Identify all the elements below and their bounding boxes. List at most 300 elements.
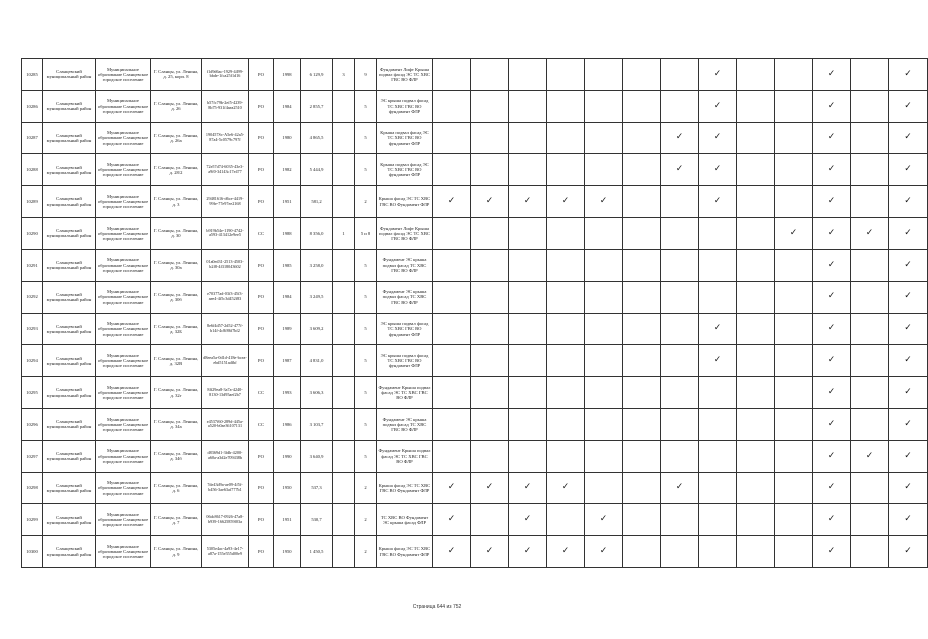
- checkmark-icon: ✓: [827, 386, 836, 397]
- checkmark-icon: ✓: [904, 259, 912, 270]
- cell-year: 1990: [274, 440, 301, 472]
- cell-address: Г. Сланцы, ул. Ленина, д. 28/2: [151, 154, 202, 186]
- checkmark-cell: [585, 504, 623, 536]
- checkmark-cell: [699, 218, 737, 250]
- cell-year: 1985: [274, 249, 301, 281]
- checkmark-cell: [851, 186, 889, 218]
- checkmark-cell: [433, 536, 471, 568]
- checkmark-cell: [623, 281, 661, 313]
- cell-works: Фундамент ЭС крыша подвал фасад ТС ХВС ГВС ВО ФЛР: [377, 281, 433, 313]
- checkmark-cell: [775, 218, 813, 250]
- table-body: [22, 59, 928, 568]
- cell-id: 10291: [22, 249, 43, 281]
- checkmark-cell: [699, 154, 737, 186]
- table-row: [22, 249, 928, 281]
- cell-floors: 5 и 8: [355, 218, 377, 250]
- checkmark-cell: [775, 536, 813, 568]
- checkmark-cell: [471, 408, 509, 440]
- cell-id: 10294: [22, 345, 43, 377]
- checkmark-icon: ✓: [561, 482, 570, 493]
- checkmark-icon: ✓: [675, 482, 684, 493]
- cell-id: 10285: [22, 59, 43, 91]
- cell-floors: 5: [355, 281, 377, 313]
- cell-municipality: Муниципальное образование Сланцевское городское поселение: [96, 218, 151, 250]
- checkmark-cell: [433, 218, 471, 250]
- checkmark-cell: [737, 59, 775, 91]
- cell-district: Сланцевский муниципальный район: [43, 504, 96, 536]
- cell-address: Г. Сланцы, ул. Ленина, д. 34а: [151, 408, 202, 440]
- checkmark-cell: [547, 440, 585, 472]
- cell-area: 4 865,5: [301, 122, 333, 154]
- cell-type: СС: [249, 408, 274, 440]
- checkmark-cell: [737, 154, 775, 186]
- cell-type: РО: [249, 59, 274, 91]
- checkmark-icon: ✓: [904, 514, 912, 525]
- checkmark-cell: [471, 472, 509, 504]
- checkmark-cell: [661, 186, 699, 218]
- cell-municipality: Муниципальное образование Сланцевское городское поселение: [96, 122, 151, 154]
- checkmark-cell: [699, 281, 737, 313]
- checkmark-cell: [509, 345, 547, 377]
- checkmark-cell: [471, 218, 509, 250]
- checkmark-icon: ✓: [904, 323, 912, 334]
- cell-district: Сланцевский муниципальный район: [43, 345, 96, 377]
- cell-works: ЭС крыша подвал фасад ТС ХВС ГВС ВО фундамент ФЛР: [377, 313, 433, 345]
- checkmark-cell: [813, 218, 851, 250]
- checkmark-cell: [585, 122, 623, 154]
- checkmark-cell: [775, 472, 813, 504]
- checkmark-cell: [585, 59, 623, 91]
- checkmark-cell: [661, 90, 699, 122]
- checkmark-cell: [775, 59, 813, 91]
- checkmark-icon: ✓: [447, 196, 456, 207]
- checkmark-cell: [509, 440, 547, 472]
- checkmark-icon: ✓: [599, 514, 608, 525]
- cell-floors: 5: [355, 90, 377, 122]
- cell-district: Сланцевский муниципальный район: [43, 536, 96, 568]
- cell-uid: 8ff29ea8-3a7a-4240-8130-13d95aef2b7: [202, 377, 249, 409]
- table-row: [22, 122, 928, 154]
- cell-uid: e70377ad-03f3-45f3-aee4-4f5c3d452f83: [202, 281, 249, 313]
- cell-uid: 01a0ed31-2513-4503-b2f8-4f318043602: [202, 249, 249, 281]
- cell-district: Сланцевский муниципальный район: [43, 313, 96, 345]
- cell-address: Г. Сланцы, ул. Ленина, д. 30: [151, 218, 202, 250]
- cell-year: 1989: [274, 313, 301, 345]
- checkmark-icon: ✓: [865, 450, 874, 461]
- checkmark-cell: [851, 218, 889, 250]
- checkmark-cell: [737, 281, 775, 313]
- cell-id: 10299: [22, 504, 43, 536]
- page-number: Страница 644 из 752: [412, 604, 462, 610]
- checkmark-cell: [889, 59, 928, 91]
- checkmark-cell: [813, 186, 851, 218]
- cell-uid: d8eea5a-0d1d-418e-bcea-ebd5151adfbf: [202, 345, 249, 377]
- table-row: [22, 154, 928, 186]
- checkmark-cell: [661, 218, 699, 250]
- cell-address: Г. Сланцы, ул. Ленина, д. 9: [151, 536, 202, 568]
- checkmark-cell: [509, 313, 547, 345]
- checkmark-cell: [623, 313, 661, 345]
- checkmark-cell: [471, 249, 509, 281]
- cell-works: Фундамент Крыша подвал фасад ЭС ТС ХВС ГВС ВО ФЛР: [377, 440, 433, 472]
- checkmark-icon: ✓: [561, 196, 570, 207]
- cell-uid: 72e57d74-6035-43e3-a9f0-34143c17e477: [202, 154, 249, 186]
- checkmark-icon: ✓: [904, 227, 912, 238]
- table-row: [22, 504, 928, 536]
- cell-type: РО: [249, 186, 274, 218]
- checkmark-cell: [813, 408, 851, 440]
- cell-district: Сланцевский муниципальный район: [43, 377, 96, 409]
- checkmark-cell: [585, 313, 623, 345]
- cell-works: Фундамент Крыша подвал фасад ЭС ТС ХВС ГВС ВО ФЛР: [377, 377, 433, 409]
- checkmark-cell: [547, 472, 585, 504]
- checkmark-icon: ✓: [485, 545, 494, 556]
- cell-id: 10286: [22, 90, 43, 122]
- checkmark-cell: [433, 345, 471, 377]
- cell-district: Сланцевский муниципальный район: [43, 218, 96, 250]
- checkmark-icon: ✓: [904, 132, 912, 143]
- cell-uid: 8e6f4d57-2d52-477f-b14f-4c8f86f7bf2: [202, 313, 249, 345]
- cell-municipality: Муниципальное образование Сланцевское городское поселение: [96, 440, 151, 472]
- checkmark-cell: [661, 345, 699, 377]
- cell-district: Сланцевский муниципальный район: [43, 440, 96, 472]
- checkmark-cell: [737, 472, 775, 504]
- cell-id: 10292: [22, 281, 43, 313]
- cell-address: Г. Сланцы, ул. Ленина, д. 3: [151, 186, 202, 218]
- checkmark-cell: [509, 218, 547, 250]
- checkmark-cell: [775, 313, 813, 345]
- checkmark-cell: [471, 90, 509, 122]
- checkmark-cell: [547, 154, 585, 186]
- checkmark-icon: ✓: [561, 545, 570, 556]
- checkmark-cell: [661, 472, 699, 504]
- cell-lifts: [333, 472, 355, 504]
- checkmark-cell: [623, 440, 661, 472]
- checkmark-cell: [889, 536, 928, 568]
- checkmark-cell: [699, 472, 737, 504]
- checkmark-cell: [813, 536, 851, 568]
- checkmark-cell: [623, 154, 661, 186]
- checkmark-cell: [547, 377, 585, 409]
- checkmark-cell: [889, 154, 928, 186]
- cell-municipality: Муниципальное образование Сланцевское городское поселение: [96, 281, 151, 313]
- cell-lifts: [333, 536, 355, 568]
- checkmark-cell: [737, 377, 775, 409]
- cell-id: 10296: [22, 408, 43, 440]
- checkmark-cell: [889, 281, 928, 313]
- cell-works: Крыша подвал фасад ЭС ТС ХВС ГВС ВО фундамент ФЛР: [377, 122, 433, 154]
- cell-municipality: Муниципальное образование Сланцевское городское поселение: [96, 186, 151, 218]
- cell-type: РО: [249, 249, 274, 281]
- checkmark-cell: [813, 59, 851, 91]
- cell-area: 3 606,3: [301, 377, 333, 409]
- housing-register-table: [21, 58, 928, 568]
- checkmark-cell: [889, 440, 928, 472]
- cell-municipality: Муниципальное образование Сланцевское городское поселение: [96, 154, 151, 186]
- table-row: [22, 345, 928, 377]
- checkmark-cell: [585, 377, 623, 409]
- checkmark-cell: [585, 536, 623, 568]
- checkmark-icon: ✓: [523, 545, 532, 556]
- checkmark-cell: [585, 472, 623, 504]
- checkmark-icon: ✓: [904, 100, 912, 111]
- checkmark-cell: [775, 90, 813, 122]
- checkmark-icon: ✓: [827, 545, 836, 556]
- cell-uid: d8369d1-3fdb-4200-a60a-a3d2e709438b: [202, 440, 249, 472]
- checkmark-icon: ✓: [904, 164, 912, 175]
- checkmark-cell: [851, 122, 889, 154]
- checkmark-cell: [851, 281, 889, 313]
- cell-id: 10290: [22, 218, 43, 250]
- checkmark-icon: ✓: [827, 514, 836, 525]
- cell-floors: 2: [355, 536, 377, 568]
- checkmark-cell: [699, 504, 737, 536]
- checkmark-cell: [813, 472, 851, 504]
- cell-id: 10287: [22, 122, 43, 154]
- checkmark-cell: [661, 313, 699, 345]
- cell-lifts: 3: [333, 59, 355, 91]
- cell-lifts: [333, 186, 355, 218]
- checkmark-cell: [509, 249, 547, 281]
- checkmark-cell: [623, 408, 661, 440]
- checkmark-cell: [547, 90, 585, 122]
- checkmark-cell: [813, 281, 851, 313]
- cell-works: Фундамент Лифт Крыша подвал фасад ЭС ТС ХВС ГВС ВО ФЛР: [377, 218, 433, 250]
- cell-area: 3 103,7: [301, 408, 333, 440]
- checkmark-cell: [737, 122, 775, 154]
- cell-lifts: [333, 440, 355, 472]
- checkmark-cell: [547, 218, 585, 250]
- checkmark-cell: [889, 408, 928, 440]
- checkmark-icon: ✓: [485, 482, 494, 493]
- checkmark-cell: [851, 313, 889, 345]
- checkmark-cell: [585, 281, 623, 313]
- cell-uid: b57fc79b-2ef5-4239-8b75-931f4aea2510: [202, 90, 249, 122]
- checkmark-cell: [851, 345, 889, 377]
- table-row: [22, 472, 928, 504]
- checkmark-cell: [585, 154, 623, 186]
- checkmark-cell: [661, 249, 699, 281]
- cell-municipality: Муниципальное образование Сланцевское городское поселение: [96, 90, 151, 122]
- cell-id: 10295: [22, 377, 43, 409]
- checkmark-cell: [737, 345, 775, 377]
- checkmark-cell: [813, 90, 851, 122]
- checkmark-cell: [775, 504, 813, 536]
- cell-lifts: 1: [333, 218, 355, 250]
- cell-area: 6 129,9: [301, 59, 333, 91]
- cell-district: Сланцевский муниципальный район: [43, 281, 96, 313]
- cell-type: РО: [249, 281, 274, 313]
- checkmark-cell: [661, 440, 699, 472]
- cell-floors: 5: [355, 154, 377, 186]
- checkmark-cell: [509, 472, 547, 504]
- table-row: [22, 536, 928, 568]
- checkmark-cell: [699, 249, 737, 281]
- table-row: [22, 59, 928, 91]
- checkmark-cell: [433, 313, 471, 345]
- cell-lifts: [333, 249, 355, 281]
- cell-district: Сланцевский муниципальный район: [43, 472, 96, 504]
- checkmark-icon: ✓: [447, 482, 456, 493]
- checkmark-cell: [661, 122, 699, 154]
- checkmark-icon: ✓: [827, 68, 836, 79]
- checkmark-cell: [699, 408, 737, 440]
- checkmark-icon: ✓: [523, 514, 532, 525]
- cell-floors: 5: [355, 345, 377, 377]
- cell-uid: 7de43d9a-ae09-4f5f-b456-3ae63af777b1: [202, 472, 249, 504]
- checkmark-cell: [775, 408, 813, 440]
- checkmark-cell: [623, 536, 661, 568]
- table-row: [22, 440, 928, 472]
- checkmark-cell: [699, 377, 737, 409]
- cell-works: Фундамент Лифт Крыша подвал фасад ЭС ТС ХВС ГВС ВО ФЛР: [377, 59, 433, 91]
- checkmark-icon: ✓: [713, 164, 722, 175]
- checkmark-cell: [661, 504, 699, 536]
- checkmark-cell: [699, 90, 737, 122]
- checkmark-cell: [509, 536, 547, 568]
- checkmark-icon: ✓: [713, 323, 722, 334]
- checkmark-cell: [547, 536, 585, 568]
- cell-id: 10300: [22, 536, 43, 568]
- checkmark-icon: ✓: [675, 132, 684, 143]
- checkmark-icon: ✓: [447, 514, 456, 525]
- checkmark-cell: [775, 122, 813, 154]
- checkmark-cell: [509, 59, 547, 91]
- checkmark-cell: [737, 218, 775, 250]
- checkmark-icon: ✓: [485, 196, 494, 207]
- cell-year: 1986: [274, 408, 301, 440]
- cell-area: 2 855,7: [301, 90, 333, 122]
- checkmark-icon: ✓: [827, 450, 836, 461]
- checkmark-cell: [661, 281, 699, 313]
- cell-address: Г. Сланцы, ул. Ленина, д. 32Б: [151, 313, 202, 345]
- checkmark-cell: [623, 472, 661, 504]
- checkmark-cell: [661, 377, 699, 409]
- checkmark-icon: ✓: [827, 227, 836, 238]
- checkmark-cell: [889, 249, 928, 281]
- checkmark-cell: [471, 186, 509, 218]
- cell-id: 10297: [22, 440, 43, 472]
- checkmark-cell: [433, 154, 471, 186]
- checkmark-cell: [699, 345, 737, 377]
- checkmark-cell: [699, 440, 737, 472]
- cell-area: 581,2: [301, 186, 333, 218]
- checkmark-cell: [585, 90, 623, 122]
- checkmark-cell: [737, 536, 775, 568]
- cell-floors: 9: [355, 59, 377, 91]
- checkmark-icon: ✓: [713, 355, 722, 366]
- cell-type: РО: [249, 504, 274, 536]
- cell-type: РО: [249, 472, 274, 504]
- cell-municipality: Муниципальное образование Сланцевское городское поселение: [96, 59, 151, 91]
- cell-floors: 5: [355, 377, 377, 409]
- cell-district: Сланцевский муниципальный район: [43, 90, 96, 122]
- checkmark-icon: ✓: [713, 68, 722, 79]
- checkmark-cell: [585, 345, 623, 377]
- checkmark-cell: [775, 440, 813, 472]
- cell-address: Г. Сланцы, ул. Ленина, д. 34б: [151, 440, 202, 472]
- checkmark-cell: [737, 186, 775, 218]
- checkmark-cell: [813, 154, 851, 186]
- checkmark-icon: ✓: [827, 323, 836, 334]
- cell-year: 1950: [274, 472, 301, 504]
- cell-year: 1980: [274, 122, 301, 154]
- checkmark-cell: [623, 377, 661, 409]
- cell-uid: 5305e4ac-4a93-4e17-a87a-155e555d00e9: [202, 536, 249, 568]
- cell-type: РО: [249, 440, 274, 472]
- checkmark-cell: [889, 504, 928, 536]
- cell-area: 3 258,0: [301, 249, 333, 281]
- checkmark-cell: [547, 345, 585, 377]
- checkmark-cell: [775, 377, 813, 409]
- cell-type: РО: [249, 122, 274, 154]
- checkmark-icon: ✓: [599, 545, 608, 556]
- checkmark-cell: [889, 186, 928, 218]
- checkmark-cell: [585, 186, 623, 218]
- cell-year: 1951: [274, 186, 301, 218]
- cell-floors: 5: [355, 440, 377, 472]
- cell-year: 1988: [274, 218, 301, 250]
- checkmark-cell: [509, 186, 547, 218]
- checkmark-cell: [699, 536, 737, 568]
- checkmark-cell: [471, 281, 509, 313]
- checkmark-cell: [623, 218, 661, 250]
- cell-id: 10289: [22, 186, 43, 218]
- checkmark-cell: [813, 504, 851, 536]
- checkmark-cell: [471, 59, 509, 91]
- cell-address: Г. Сланцы, ул. Ленина, д. 32В: [151, 345, 202, 377]
- checkmark-icon: ✓: [827, 355, 836, 366]
- cell-year: 1984: [274, 281, 301, 313]
- cell-floors: 5: [355, 313, 377, 345]
- checkmark-icon: ✓: [827, 259, 836, 270]
- cell-works: ТС ХВС ВО Фундамент ЭС крыша фасад ФЛР: [377, 504, 433, 536]
- checkmark-cell: [889, 313, 928, 345]
- checkmark-cell: [509, 90, 547, 122]
- checkmark-icon: ✓: [827, 418, 836, 429]
- checkmark-cell: [813, 313, 851, 345]
- checkmark-cell: [547, 122, 585, 154]
- cell-works: Крыша фасад ЭС ТС ХВС ГВС ВО Фундамент ФЛР: [377, 186, 433, 218]
- table-row: [22, 218, 928, 250]
- checkmark-cell: [433, 281, 471, 313]
- cell-works: Фундамент ЭС крыша подвал фасад ТС ХВС ГВС ВО ФЛР: [377, 408, 433, 440]
- checkmark-cell: [623, 249, 661, 281]
- checkmark-cell: [623, 90, 661, 122]
- checkmark-cell: [889, 377, 928, 409]
- checkmark-cell: [737, 408, 775, 440]
- cell-area: 3 249,5: [301, 281, 333, 313]
- checkmark-cell: [547, 408, 585, 440]
- checkmark-cell: [471, 345, 509, 377]
- cell-area: 530,7: [301, 504, 333, 536]
- checkmark-icon: ✓: [904, 418, 912, 429]
- checkmark-cell: [889, 122, 928, 154]
- cell-floors: 5: [355, 249, 377, 281]
- checkmark-cell: [851, 472, 889, 504]
- checkmark-cell: [661, 536, 699, 568]
- cell-uid: 190457Sc-A5e6-42a5-87a4-5c0579c797f: [202, 122, 249, 154]
- cell-floors: 2: [355, 472, 377, 504]
- checkmark-cell: [509, 281, 547, 313]
- cell-area: 8 356,0: [301, 218, 333, 250]
- cell-floors: 5: [355, 122, 377, 154]
- checkmark-cell: [509, 504, 547, 536]
- checkmark-cell: [813, 122, 851, 154]
- cell-type: РО: [249, 536, 274, 568]
- cell-address: Г. Сланцы, ул. Ленина, д. 30а: [151, 249, 202, 281]
- checkmark-cell: [433, 59, 471, 91]
